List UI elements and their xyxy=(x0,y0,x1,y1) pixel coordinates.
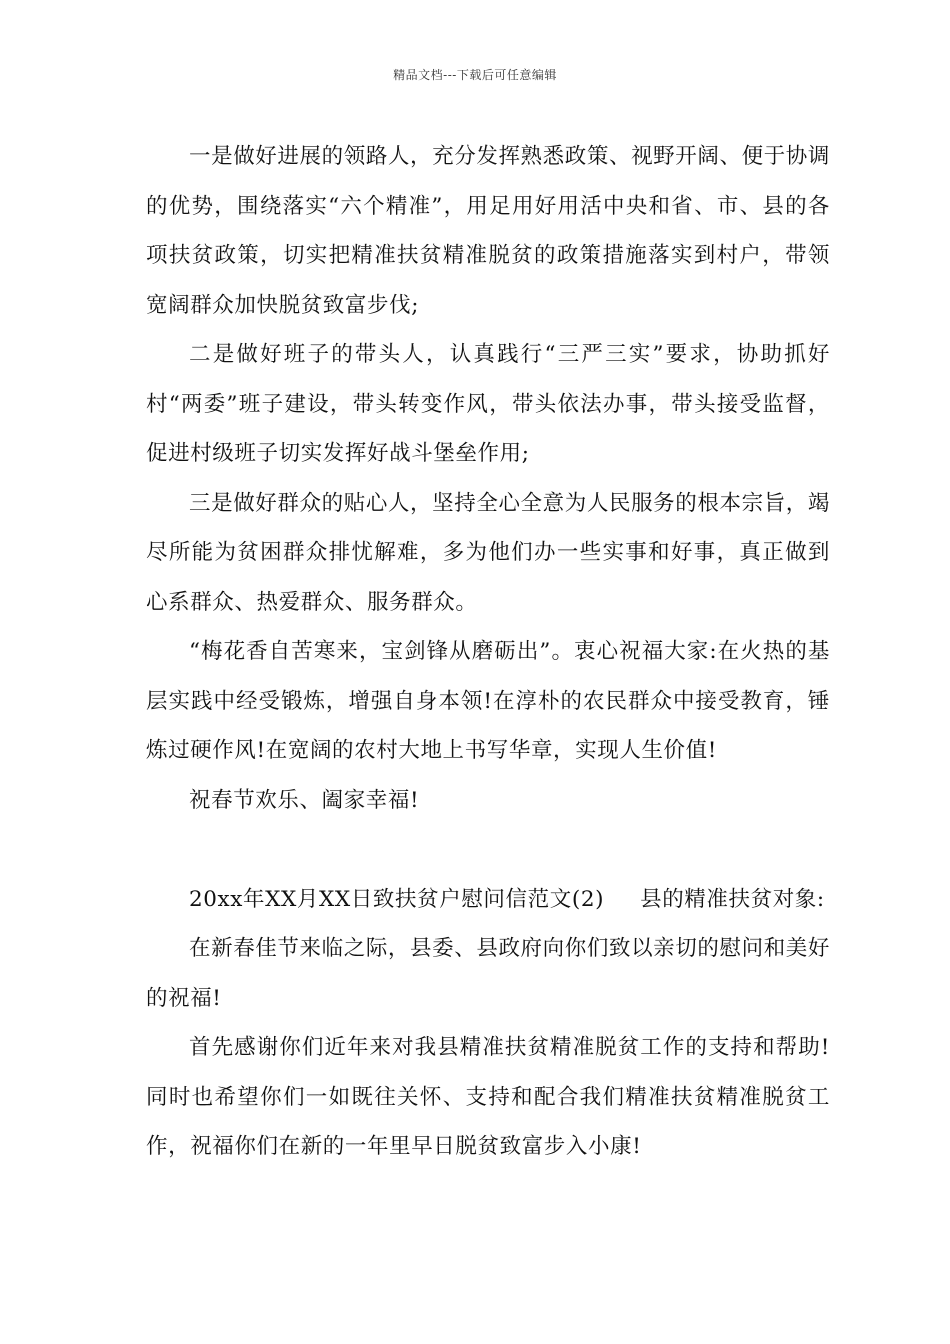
document-body xyxy=(146,132,830,1172)
section-title-line xyxy=(146,875,830,925)
page-header: 精品文档---下载后可任意编辑 xyxy=(393,68,557,82)
paragraph-2: 二是做好班子的带头人，认真践行“三严三实”要求，协助抓好村“两委”班子建设，带头转变作风，带头依法办事，带头接受监督，促进村级班子切实发挥好战斗堡垒作用; xyxy=(146,342,830,466)
section2-paragraph-2: 首先感谢你们近年来对我县精准扶贫精准脱贫工作的支持和帮助!同时也希望你们一如既往关怀、支持和配合我们精准扶贫精准脱贫工作，祝福你们在新的一年里早日脱贫致富步入小康! xyxy=(146,1035,830,1159)
paragraph-3: 三是做好群众的贴心人，坚持全心全意为人民服务的根本宗旨，竭尽所能为贫困群众排忧解难，多为他们办一些实事和好事，真正做到心系群众、热爱群众、服务群众。 xyxy=(146,490,830,615)
section2-paragraph-1: 在新春佳节来临之际，县委、县政府向你们致以亲切的慰问和美好的祝福! xyxy=(146,936,830,1011)
section-title: 20xx年XX月XX日致扶贫户慰问信范文(2) xyxy=(189,886,605,912)
paragraph-4: “梅花香自苦寒来，宝剑锋从磨砺出”。衷心祝福大家:在火热的基层实践中经受锻炼，增强自身本领!在淳朴的农民群众中接受教育，锤炼过硬作风!在宽阔的农村大地上书写华章，实现人生价值! xyxy=(146,639,830,763)
paragraph-1: 一是做好进展的领路人，充分发挥熟悉政策、视野开阔、便于协调的优势，围绕落实“六个精准”，用足用好用活中央和省、市、县的各项扶贫政策，切实把精准扶贫精准脱贫的政策措施落实到村户，带领宽阔群众加快脱贫致富步伐; xyxy=(146,144,830,318)
salutation: 县的精准扶贫对象: xyxy=(640,886,825,912)
paragraph-5: 祝春节欢乐、阖家幸福! xyxy=(189,787,420,813)
section-gap xyxy=(146,825,830,875)
